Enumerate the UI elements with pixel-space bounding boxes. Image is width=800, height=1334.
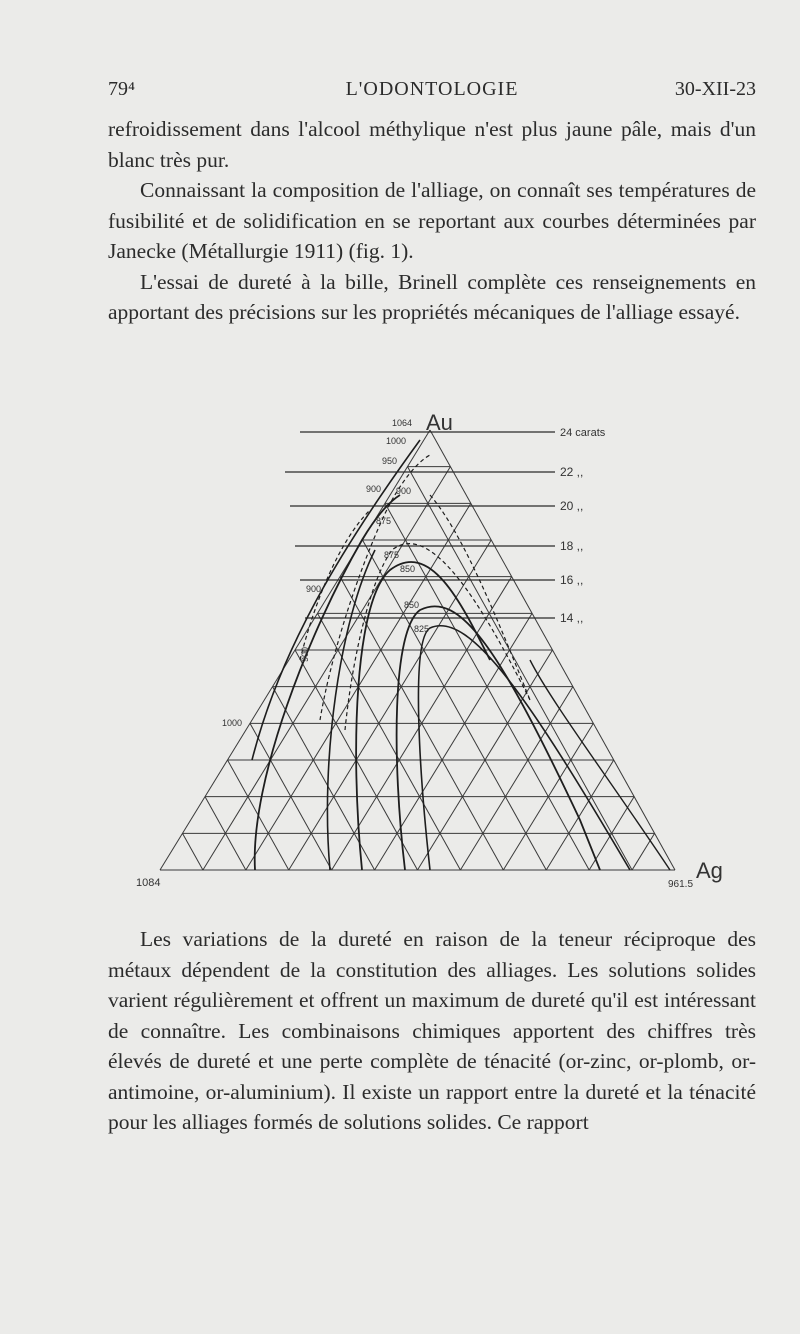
isotherm-label: 1000 xyxy=(222,718,243,728)
isotherm-label: 1000 xyxy=(386,436,407,446)
left-corner-temp: 1084 xyxy=(136,877,161,889)
grid-line xyxy=(460,687,572,870)
issue-date: 30-XII-23 xyxy=(674,78,756,100)
isotherm-label: 950 xyxy=(382,456,398,466)
isotherm-label: 850 xyxy=(404,600,420,610)
ternary-diagram-figure xyxy=(130,400,750,900)
isotherm-label: 900 xyxy=(300,646,310,662)
isotherm-curve xyxy=(530,660,670,870)
isotherm-curve xyxy=(327,550,375,870)
right-corner-label: Ag xyxy=(696,858,723,883)
carat-lines xyxy=(285,432,555,618)
isotherm-label: 825 xyxy=(414,624,430,634)
grid-line xyxy=(632,833,654,870)
paragraph: Les variations de la dureté en raison de la teneur réciproque des métaux dépendent de la constitution des alliages. Les solutions solides varient régulièrement et offrent un maximum de dureté qu'il est intéressant de connaître. Les combinaisons chimiques apportent des chiffres très élevés de dureté et une perte complète de ténacité (or-zinc, or-plomb, or-antimoine, or-aluminium). Il existe un rapport entre la dureté et la ténacité pour les alliages formés de solutions solides. Ce rapport xyxy=(108,927,756,1134)
isotherm-label: 875 xyxy=(376,516,392,526)
isotherm-label: 850 xyxy=(400,564,416,574)
isotherm-curves xyxy=(252,440,670,870)
apex-temp: 1064 xyxy=(392,418,413,428)
journal-title: L'ODONTOLOGIE xyxy=(345,78,519,100)
grid-line xyxy=(408,467,633,870)
triangle-grid xyxy=(160,430,675,870)
carat-label: 18 ,, xyxy=(560,539,584,553)
grid-line xyxy=(183,833,203,870)
running-header xyxy=(108,78,756,108)
ternary-diagram xyxy=(130,400,750,900)
right-corner-temp: 961.5 xyxy=(668,879,694,890)
paragraph: refroidissement dans l'alcool méthylique n'est plus jaune pâle, mais d'un blanc très pur. xyxy=(108,117,756,172)
carat-label: 24 carats xyxy=(560,427,606,439)
paragraph: L'essai de dureté à la bille, Brinell complète ces renseignements en apportant des précisions sur les propriétés mécaniques de l'alliage essayé. xyxy=(108,269,756,324)
isotherm-label: 900 xyxy=(366,484,382,494)
carat-label: 20 ,, xyxy=(560,499,584,513)
grid-line xyxy=(375,613,533,870)
body-text-top xyxy=(108,114,756,328)
carat-label: 22 ,, xyxy=(560,465,584,479)
carat-label: 16 ,, xyxy=(560,573,584,587)
isotherm-label: 875 xyxy=(384,550,400,560)
carat-label: 14 ,, xyxy=(560,611,584,625)
grid-line xyxy=(318,613,461,870)
apex-label: Au xyxy=(426,410,453,435)
isotherm-label: 900 xyxy=(306,584,322,594)
body-text-bottom xyxy=(108,924,756,1138)
isotherm-label: 900 xyxy=(396,486,412,496)
page-number: 79⁴ xyxy=(108,78,135,100)
paragraph: Connaissant la composition de l'alliage, on connaît ses températures de fusibilité et de solidification en se reportant aux courbes déterminées par Janecke (Métallurgie 1911) (fig. 1). xyxy=(108,178,756,263)
